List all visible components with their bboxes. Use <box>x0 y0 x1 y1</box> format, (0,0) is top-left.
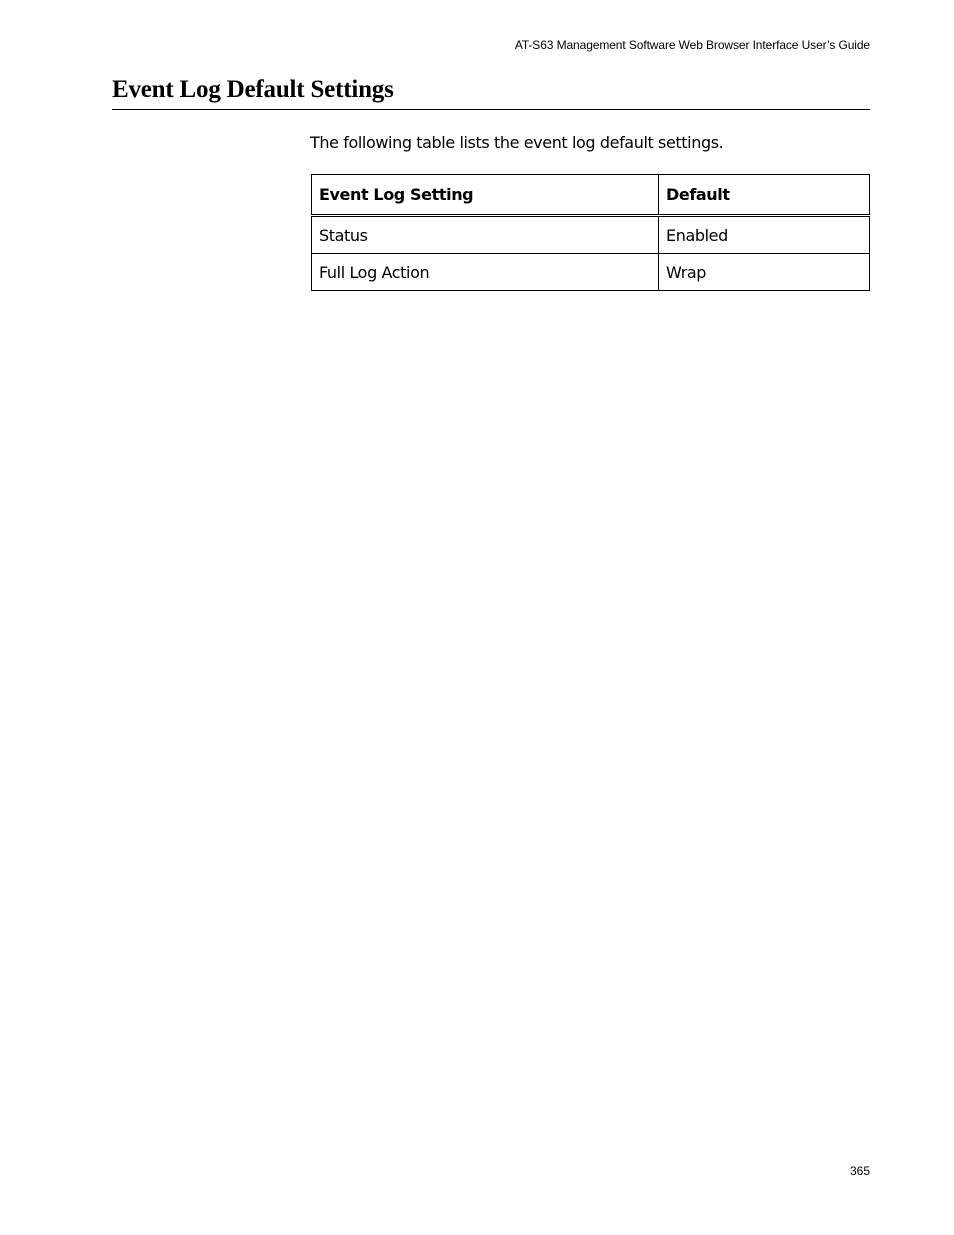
section-title: Event Log Default Settings <box>112 76 394 103</box>
table-cell-default: Wrap <box>659 254 870 291</box>
intro-paragraph: The following table lists the event log default settings. <box>310 133 724 152</box>
table-cell-setting: Status <box>312 216 659 254</box>
table-row <box>312 216 870 254</box>
column-header-setting: Event Log Setting <box>312 175 659 216</box>
table-cell-default: Enabled <box>659 216 870 254</box>
page-number: 365 <box>849 1164 870 1178</box>
table-row <box>312 254 870 291</box>
title-rule <box>112 109 870 110</box>
table-cell-setting: Full Log Action <box>312 254 659 291</box>
column-header-default: Default <box>659 175 870 216</box>
running-header: AT-S63 Management Software Web Browser Interface User’s Guide <box>514 38 870 52</box>
event-log-defaults-table <box>311 174 870 291</box>
table-header-row <box>312 175 870 216</box>
